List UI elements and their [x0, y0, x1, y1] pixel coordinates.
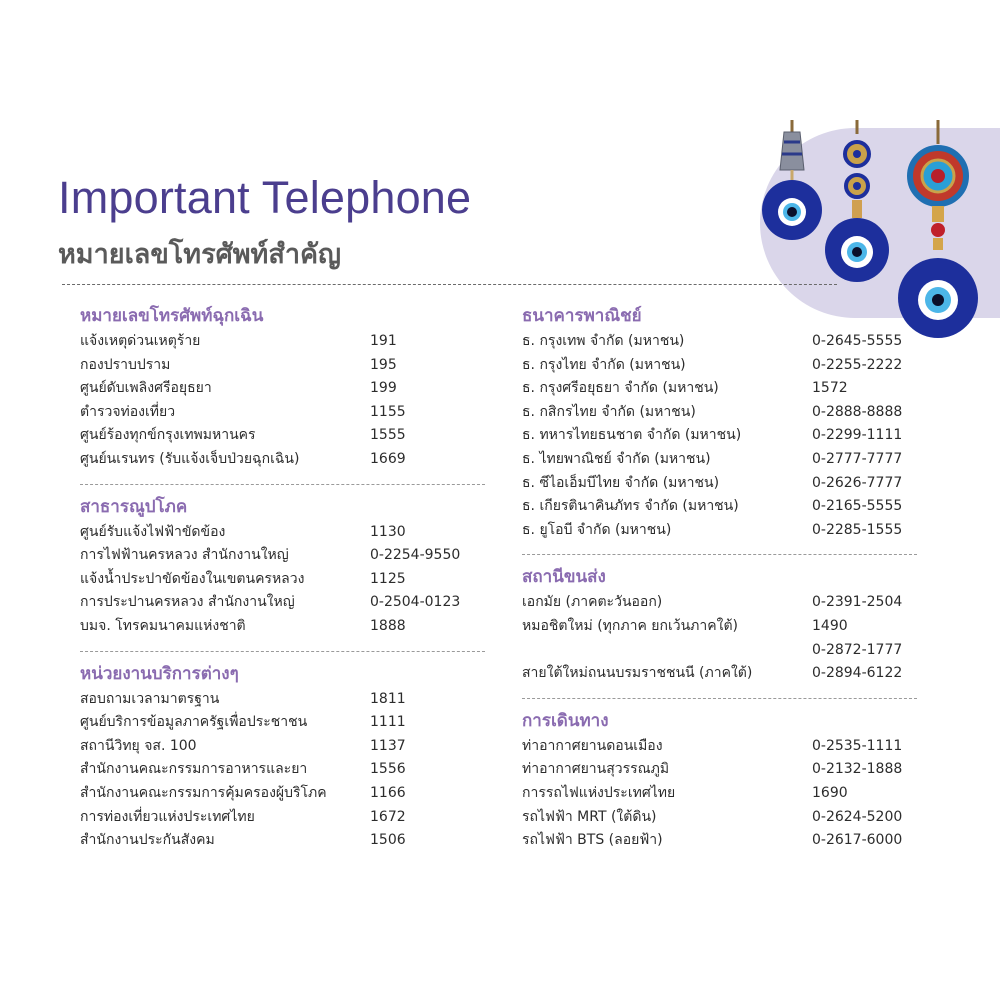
contact-row [522, 330, 917, 354]
phone-number: 1506 [370, 832, 406, 849]
phone-number: 0-2645-5555 [812, 333, 903, 349]
phone-number: 0-2254-9550 [370, 547, 461, 564]
section-title: สถานีขนส่ง [522, 567, 606, 588]
contact-name: ธ. ยูโอบี จำกัด (มหาชน) [522, 521, 672, 538]
contact-row [80, 424, 485, 448]
contact-name: รถไฟฟ้า BTS (ลอยฟ้า) [522, 832, 663, 849]
contact-row [80, 758, 485, 782]
contact-name: ธ. ทหารไทยธนชาต จำกัด (มหาชน) [522, 427, 742, 444]
phone-number: 0-2617-6000 [812, 832, 903, 849]
page-title: Important Telephone [58, 172, 472, 223]
contact-name: ท่าอากาศยานดอนเมือง [522, 737, 663, 754]
phone-number: 1672 [370, 808, 406, 825]
phone-number: 0-2255-2222 [812, 356, 903, 373]
section-title: สาธารณูปโภค [80, 496, 188, 517]
phone-number: 1556 [370, 761, 406, 778]
contact-row [522, 782, 917, 806]
contact-name: รถไฟฟ้า MRT (ใต้ดิน) [522, 808, 657, 825]
section-divider [522, 698, 917, 699]
phone-number: 1669 [370, 450, 406, 467]
contact-row [80, 615, 485, 639]
phone-number: 0-2285-1555 [812, 521, 903, 538]
contact-section [80, 662, 485, 853]
contact-row [80, 521, 485, 545]
contact-row [522, 448, 917, 472]
contact-name: ธ. กสิกรไทย จำกัด (มหาชน) [522, 403, 696, 420]
contact-row [80, 735, 485, 759]
contact-row [80, 448, 485, 472]
contact-row [80, 354, 485, 378]
contact-row [522, 519, 917, 543]
contact-row [80, 711, 485, 735]
phone-number: 191 [370, 333, 397, 349]
phone-number: 1490 [812, 617, 848, 634]
contact-row [522, 829, 917, 853]
contact-name: ศูนย์ร้องทุกข์กรุงเทพมหานคร [80, 427, 256, 444]
phone-number: 195 [370, 356, 397, 373]
contact-row [522, 758, 917, 782]
contact-name: ธ. ซีไอเอ็มบีไทย จำกัด (มหาชน) [522, 474, 720, 491]
contact-name: หมอชิตใหม่ (ทุกภาค ยกเว้นภาคใต้) [522, 617, 739, 634]
contact-section [522, 565, 917, 685]
phone-number: 1130 [370, 523, 406, 540]
section-divider [80, 651, 485, 652]
contact-name: การประปานครหลวง สำนักงานใหญ่ [80, 594, 295, 611]
contact-name: สถานีวิทยุ จส. 100 [80, 737, 197, 754]
contact-name: เอกมัย (ภาคตะวันออก) [522, 594, 663, 611]
contact-name: สำนักงานคณะกรรมการคุ้มครองผู้บริโภค [80, 784, 327, 801]
left-column [80, 304, 485, 853]
contact-name: ศูนย์ดับเพลิงศรีอยุธยา [80, 380, 212, 397]
phone-number: 0-2299-1111 [812, 427, 903, 444]
contact-row [80, 568, 485, 592]
header-divider [62, 284, 837, 285]
phone-number: 0-2626-7777 [812, 474, 903, 491]
contact-row [522, 495, 917, 519]
contact-name: ธ. กรุงไทย จำกัด (มหาชน) [522, 356, 686, 373]
contact-section [80, 495, 485, 639]
contact-row [522, 354, 917, 378]
contact-row [522, 401, 917, 425]
phone-number: 1137 [370, 737, 406, 754]
phone-number: 0-2894-6122 [812, 665, 903, 682]
phone-number: 1572 [812, 380, 848, 397]
contact-row [80, 401, 485, 425]
contact-name: การท่องเที่ยวแห่งประเทศไทย [80, 808, 255, 825]
contact-row [80, 591, 485, 615]
contact-row [522, 615, 917, 639]
phone-number: 0-2888-8888 [812, 403, 903, 420]
contact-row [80, 330, 485, 354]
section-title: ธนาคารพาณิชย์ [522, 306, 642, 326]
contact-name: แจ้งน้ำประปาขัดข้องในเขตนครหลวง [80, 570, 305, 587]
contact-name: บมจ. โทรคมนาคมแห่งชาติ [80, 617, 246, 634]
phone-number: 0-2132-1888 [812, 761, 903, 778]
phone-number: 0-2872-1777 [812, 641, 903, 658]
phone-number: 0-2165-5555 [812, 498, 903, 515]
contact-row [80, 782, 485, 806]
contact-section [80, 304, 485, 472]
contact-row [522, 377, 917, 401]
contact-name: ศูนย์รับแจ้งไฟฟ้าขัดข้อง [80, 523, 226, 540]
contact-name: ศูนย์บริการข้อมูลภาครัฐเพื่อประชาชน [80, 714, 308, 731]
contact-section [522, 709, 917, 853]
phone-number: 1888 [370, 617, 406, 634]
phone-number: 0-2777-7777 [812, 450, 903, 467]
contact-name: สำนักงานคณะกรรมการอาหารและยา [80, 761, 308, 778]
phone-number: 1155 [370, 403, 406, 420]
contact-name: กองปราบปราม [80, 356, 171, 373]
contact-name: ธ. เกียรตินาคินภัทร จำกัด (มหาชน) [522, 498, 739, 515]
contact-name: ท่าอากาศยานสุวรรณภูมิ [522, 761, 670, 778]
phone-number: 0-2391-2504 [812, 594, 903, 611]
phone-number: 1811 [370, 690, 406, 707]
phone-number: 1690 [812, 784, 848, 801]
contact-row [80, 544, 485, 568]
contact-row [80, 688, 485, 712]
contact-row [522, 806, 917, 830]
contact-row [522, 662, 917, 686]
section-title: หน่วยงานบริการต่างๆ [80, 663, 239, 684]
contact-row [522, 591, 917, 615]
phone-number: 0-2624-5200 [812, 808, 903, 825]
phone-number: 1125 [370, 570, 406, 587]
contact-name: แจ้งเหตุด่วนเหตุร้าย [80, 333, 201, 349]
contact-name: สำนักงานประกันสังคม [80, 832, 215, 849]
page-subtitle: หมายเลขโทรศัพท์สำคัญ [58, 239, 342, 270]
contact-section [522, 304, 917, 542]
section-divider [80, 484, 485, 485]
contact-name: ตำรวจท่องเที่ยว [80, 403, 176, 420]
phone-number: 1111 [370, 714, 406, 731]
contact-name: ธ. กรุงศรีอยุธยา จำกัด (มหาชน) [522, 380, 719, 397]
right-column [522, 304, 917, 853]
phone-number: 0-2535-1111 [812, 737, 903, 754]
contact-row [80, 806, 485, 830]
contact-row [522, 735, 917, 759]
contact-name: สอบถามเวลามาตรฐาน [80, 690, 220, 707]
contact-row [522, 424, 917, 448]
section-title: หมายเลขโทรศัพท์ฉุกเฉิน [80, 306, 264, 326]
section-divider [522, 554, 917, 555]
contact-name: สายใต้ใหม่ถนนบรมราชชนนี (ภาคใต้) [522, 665, 753, 682]
contact-name: ธ. ไทยพาณิชย์ จำกัด (มหาชน) [522, 450, 711, 467]
contact-row [522, 472, 917, 496]
phone-number: 199 [370, 380, 397, 397]
contact-name: ศูนย์นเรนทร (รับแจ้งเจ็บป่วยฉุกเฉิน) [80, 450, 300, 467]
contact-row [522, 639, 917, 663]
phone-number: 1166 [370, 784, 406, 801]
phone-number: 0-2504-0123 [370, 594, 461, 611]
contact-name: การไฟฟ้านครหลวง สำนักงานใหญ่ [80, 547, 289, 564]
contact-row [80, 829, 485, 853]
contact-name: ธ. กรุงเทพ จำกัด (มหาชน) [522, 333, 685, 349]
contact-row [80, 377, 485, 401]
contact-name [522, 639, 812, 663]
contact-name: การรถไฟแห่งประเทศไทย [522, 784, 676, 801]
section-title: การเดินทาง [522, 710, 609, 731]
phone-number: 1555 [370, 427, 406, 444]
